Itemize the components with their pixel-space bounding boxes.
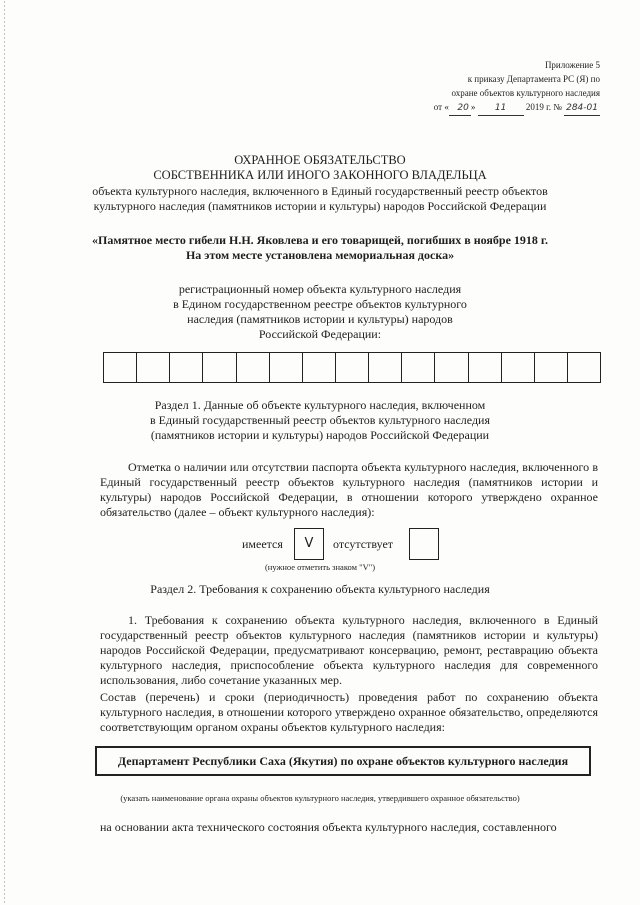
passport-present-label: имеется: [242, 537, 283, 551]
registration-cell: [435, 353, 468, 382]
registration-cell: [237, 353, 270, 382]
appendix-line-3: охране объектов культурного наследия: [451, 88, 600, 98]
object-name: [0, 233, 640, 263]
section-1-line-3: (памятников истории и культуры) народов Российской Федерации: [150, 428, 490, 442]
subtitle-line-2: культурного наследия (памятников истории и культуры) народов Российской Федерации: [93, 199, 547, 213]
appendix-line-1: Приложение 5: [544, 60, 600, 70]
section-1-line-2: в Единый государственный реестр объектов культурного наследия: [150, 413, 490, 427]
scan-edge-marks: [3, 0, 6, 905]
section-1-heading: [0, 398, 640, 443]
document-subtitle: [0, 184, 640, 214]
registration-cell: [502, 353, 535, 382]
registration-cell: [369, 353, 402, 382]
document-title: [0, 153, 640, 183]
section-1-line-1: Раздел 1. Данные об объекте культурного наследия, включенном: [154, 398, 486, 412]
passport-paragraph: [100, 460, 598, 520]
passport-absent-label: отсутствует: [333, 537, 394, 551]
registration-line-2: в Едином государственном реестре объектов культурного: [173, 297, 467, 311]
registration-cell: [535, 353, 568, 382]
registration-line-4: Российской Федерации:: [258, 327, 382, 341]
registration-number-grid: [103, 352, 601, 383]
passport-absent-checkbox[interactable]: [409, 528, 439, 560]
passport-checkbox-row: [0, 528, 640, 560]
object-name-line-1: «Памятное место гибели Н.Н. Яковлева и его товарищей, погибших в ноябре 1918 г.: [91, 233, 549, 247]
registration-cell: [402, 353, 435, 382]
handwritten-day: 20: [449, 101, 471, 116]
title-line-1: ОХРАННОЕ ОБЯЗАТЕЛЬСТВО: [234, 153, 406, 167]
requirements-paragraph: [100, 613, 598, 688]
requirements-paragraph-text: 1. Требования к сохранению объекта культурного наследия, включенного в Единый государственный реестр объектов культурного наследия (памятников истории и культуры) народов Российской Федерации, предусматривают консервацию, ремонт, реставрацию объекта культурного наследия, приспособление объекта культурного наследия для современного использования, либо сочетание указанных мер.: [100, 613, 598, 687]
object-name-line-2: На этом месте установлена мемориальная доска»: [185, 248, 455, 262]
registration-cell: [270, 353, 303, 382]
registration-cell: [203, 353, 236, 382]
appendix-header: [410, 58, 600, 116]
registration-cell: [303, 353, 336, 382]
appendix-date-line: [410, 100, 600, 116]
composition-paragraph: Состав (перечень) и сроки (периодичность) проведения работ по сохранению объекта культурного наследия, в отношении которого утверждено охранное обязательство, определяются соответствующим органом охраны объектов культурного наследия:: [100, 690, 598, 734]
registration-line-1: регистрационный номер объекта культурного наследия: [178, 282, 462, 296]
title-line-2: СОБСТВЕННИКА ИЛИ ИНОГО ЗАКОННОГО ВЛАДЕЛЬЦА: [153, 168, 487, 182]
date-prefix: от «: [433, 102, 449, 112]
handwritten-month: 11: [478, 101, 524, 116]
registration-cell: [336, 353, 369, 382]
date-year-number: 2019 г. №: [525, 102, 562, 112]
registration-cell: [137, 353, 170, 382]
checkbox-instruction-note: (нужное отметить знаком "V"): [264, 562, 376, 572]
appendix-line-2: к приказу Департамента РС (Я) по: [467, 74, 600, 84]
protection-authority-note: (указать наименование органа охраны объектов культурного наследия, утвердившего охранное обязательство): [120, 793, 520, 803]
registration-caption: [0, 282, 640, 342]
subtitle-line-1: объекта культурного наследия, включенного в Единый государственный реестр объектов: [92, 184, 548, 198]
protection-authority-box: Департамент Республики Саха (Якутия) по охране объектов культурного наследия: [95, 746, 591, 776]
section-2-heading: Раздел 2. Требования к сохранению объекта культурного наследия: [150, 582, 490, 596]
registration-cell: [469, 353, 502, 382]
passport-paragraph-text: Отметка о наличии или отсутствии паспорта объекта культурного наследия, включенного в Единый государственный реестр объектов культурного наследия (памятников истории и культуры) народов Российской Федерации, в отношении которого утверждено охранное обязательство (далее – объект культурного наследия):: [100, 460, 598, 519]
handwritten-order-number: 284-01: [564, 101, 600, 116]
registration-cell: [568, 353, 600, 382]
date-mid: »: [470, 102, 476, 112]
passport-present-checkbox[interactable]: V: [294, 528, 324, 560]
registration-cell: [104, 353, 137, 382]
basis-text: на основании акта технического состояния объекта культурного наследия, составленного: [100, 820, 557, 834]
registration-line-3: наследия (памятников истории и культуры) народов: [187, 312, 453, 326]
registration-cell: [170, 353, 203, 382]
